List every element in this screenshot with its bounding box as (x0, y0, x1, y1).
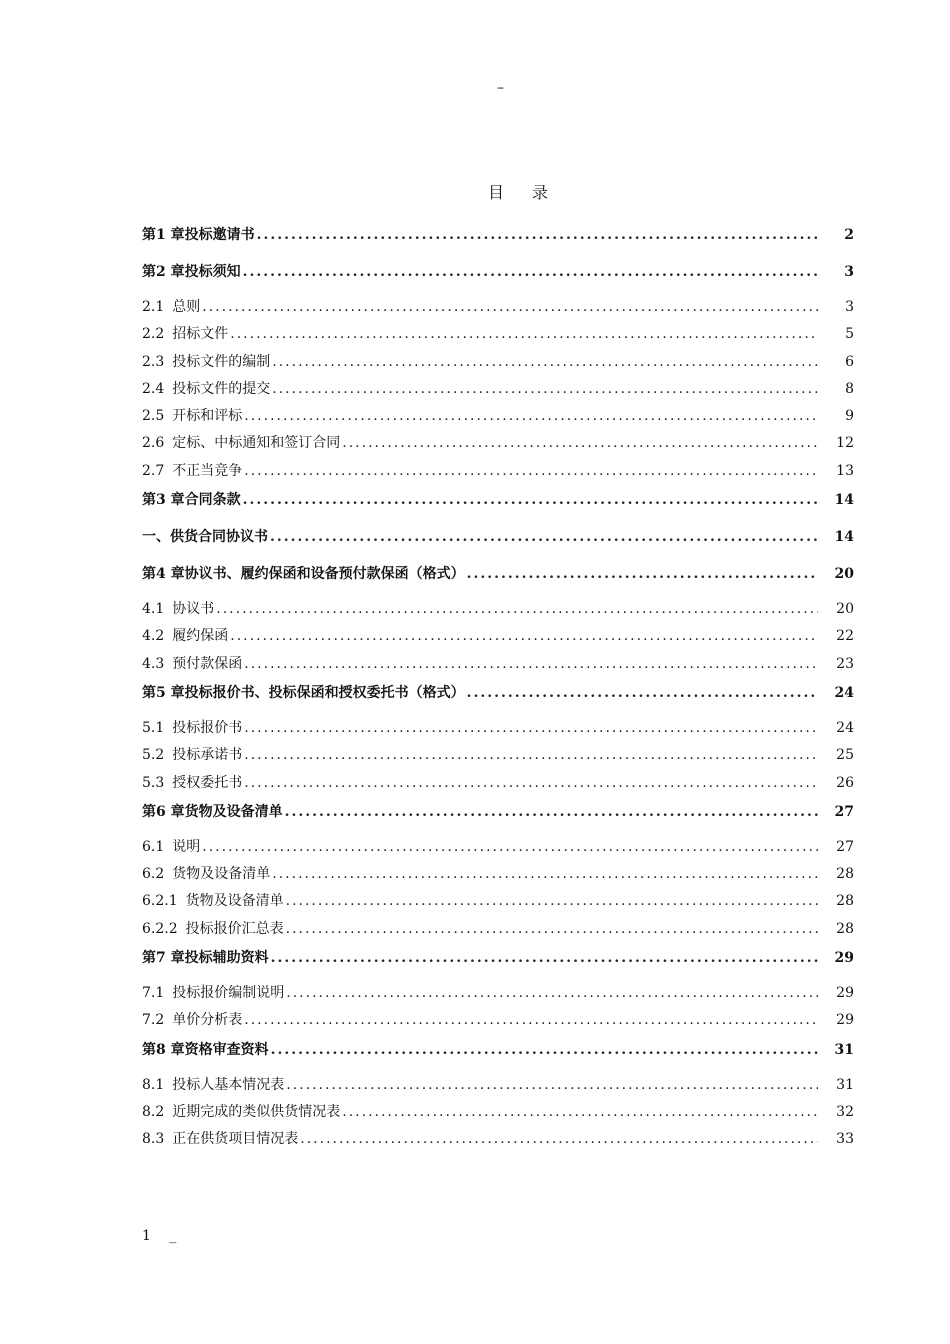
toc-section-entry[interactable] (142, 1072, 854, 1099)
toc-section-entry[interactable] (142, 888, 854, 915)
toc-entry-number: 7.2 (142, 1012, 165, 1029)
toc-entry-title: 正在供货项目情况表 (172, 1131, 299, 1148)
toc-section-entry[interactable] (142, 458, 854, 485)
toc-section-entry[interactable] (142, 430, 854, 457)
toc-section-entry[interactable] (142, 1099, 854, 1126)
toc-entry-number: 第6 章 (142, 803, 185, 820)
toc-section-entry[interactable] (142, 861, 854, 888)
toc-entry-number: 2.6 (142, 435, 165, 452)
toc-entry-title: 总则 (172, 299, 201, 315)
toc-entry-page: 23 (836, 655, 854, 672)
toc-entry-page: 25 (836, 747, 854, 764)
toc-entry-title: 投标须知 (184, 264, 241, 280)
toc-entry-title: 招标文件 (172, 326, 229, 343)
toc-dot-leader (271, 943, 818, 973)
toc-entry-number: 8.1 (142, 1076, 165, 1093)
toc-entry-page: 2 (844, 227, 854, 243)
toc-section-entry[interactable] (142, 294, 854, 321)
toc-dot-leader (467, 559, 818, 589)
toc-dot-leader (342, 1099, 818, 1126)
toc-section-entry[interactable] (142, 715, 854, 742)
footer-mark: _ (169, 1228, 177, 1244)
toc-dot-leader (467, 678, 818, 708)
toc-entry-page: 32 (836, 1103, 854, 1120)
toc-entry-title: 货物及设备清单 (185, 893, 284, 910)
toc-section-entry[interactable] (142, 651, 854, 678)
toc-dot-leader (216, 596, 818, 623)
toc-entry-number: 5.3 (142, 774, 165, 791)
toc-entry-title: 一、供货合同协议书 (142, 529, 268, 546)
toc-chapter-entry[interactable] (142, 678, 854, 715)
toc-entry-number: 4.2 (142, 628, 165, 645)
toc-section-entry[interactable] (142, 1126, 854, 1153)
header-mark: – (497, 80, 504, 96)
toc-section-entry[interactable] (142, 916, 854, 943)
toc-dot-leader (244, 770, 818, 797)
toc-entry-page: 8 (845, 380, 854, 397)
table-of-contents (142, 220, 854, 1154)
toc-entry-number: 5.1 (142, 719, 165, 736)
footer-page-number: 1 (142, 1228, 151, 1244)
toc-dot-leader (244, 1007, 818, 1034)
toc-dot-leader (244, 403, 818, 430)
toc-entry-title: 合同条款 (184, 492, 241, 509)
toc-entry-page: 24 (834, 684, 854, 701)
toc-entry-title: 单价分析表 (172, 1012, 243, 1029)
toc-entry-page: 26 (836, 774, 854, 791)
toc-chapter-entry[interactable] (142, 257, 854, 294)
toc-entry-page: 24 (836, 719, 854, 736)
toc-dot-leader (243, 485, 818, 515)
toc-chapter-entry[interactable] (142, 220, 854, 257)
toc-entry-title: 货物及设备清单 (172, 866, 271, 883)
toc-section-entry[interactable] (142, 770, 854, 797)
toc-entry-page: 3 (845, 299, 854, 315)
toc-entry-title: 不正当竞争 (172, 462, 243, 479)
toc-entry-page: 20 (836, 601, 854, 618)
toc-entry-title: 协议书、履约保函和设备预付款保函（格式） (184, 566, 465, 583)
toc-dot-leader (285, 797, 818, 827)
toc-entry-title: 定标、中标通知和签订合同 (172, 435, 341, 452)
toc-entry-title: 投标承诺书 (172, 747, 243, 764)
toc-entry-number: 8.3 (142, 1131, 165, 1148)
toc-entry-title: 投标文件的编制 (172, 353, 271, 370)
toc-chapter-entry[interactable] (142, 1035, 854, 1072)
toc-entry-title: 授权委托书 (172, 774, 243, 791)
toc-chapter-entry[interactable] (142, 485, 854, 522)
toc-section-entry[interactable] (142, 980, 854, 1007)
toc-chapter-entry[interactable] (142, 522, 854, 559)
toc-entry-number: 8.2 (142, 1103, 165, 1120)
toc-entry-title: 预付款保函 (172, 655, 243, 672)
toc-entry-number: 2.5 (142, 408, 165, 425)
toc-entry-number: 2.7 (142, 462, 165, 479)
toc-entry-page: 22 (836, 628, 854, 645)
toc-entry-title: 货物及设备清单 (184, 803, 283, 820)
toc-entry-number: 6.2 (142, 866, 165, 883)
toc-section-entry[interactable] (142, 321, 854, 348)
toc-entry-title: 投标邀请书 (184, 227, 255, 243)
toc-entry-number: 4.3 (142, 655, 165, 672)
toc-entry-page: 27 (834, 803, 854, 820)
toc-entry-page: 29 (836, 1012, 854, 1029)
toc-dot-leader (244, 458, 818, 485)
toc-dot-leader (342, 430, 818, 457)
toc-entry-page: 20 (834, 566, 854, 583)
toc-entry-title: 投标人基本情况表 (172, 1076, 285, 1093)
toc-dot-leader (272, 376, 818, 403)
toc-section-entry[interactable] (142, 1007, 854, 1034)
toc-section-entry[interactable] (142, 623, 854, 650)
toc-dot-leader (286, 916, 818, 943)
toc-entry-page: 31 (834, 1041, 854, 1058)
toc-section-entry[interactable] (142, 834, 854, 861)
toc-entry-number: 2.1 (142, 299, 165, 315)
toc-entry-page: 14 (834, 529, 854, 546)
toc-entry-number: 第5 章 (142, 684, 185, 701)
toc-entry-number: 4.1 (142, 601, 165, 618)
toc-entry-page: 13 (836, 462, 854, 479)
toc-entry-page: 27 (836, 838, 854, 855)
toc-entry-page: 9 (845, 408, 854, 425)
toc-entry-title: 开标和评标 (172, 408, 243, 425)
toc-entry-number: 5.2 (142, 747, 165, 764)
toc-dot-leader (244, 651, 818, 678)
toc-entry-number: 6.2.1 (142, 893, 178, 910)
toc-entry-number: 第7 章 (142, 950, 185, 967)
toc-entry-page: 29 (834, 950, 854, 967)
toc-dot-leader (202, 834, 818, 861)
toc-entry-page: 28 (836, 920, 854, 937)
toc-dot-leader (272, 349, 818, 376)
toc-entry-number: 第4 章 (142, 566, 185, 583)
toc-entry-title: 说明 (172, 838, 201, 855)
toc-entry-title: 投标辅助资料 (184, 950, 269, 967)
toc-section-entry[interactable] (142, 403, 854, 430)
toc-chapter-entry[interactable] (142, 797, 854, 834)
toc-dot-leader (230, 623, 818, 650)
toc-dot-leader (286, 1072, 818, 1099)
toc-entry-title: 近期完成的类似供货情况表 (172, 1103, 341, 1120)
toc-chapter-entry[interactable] (142, 559, 854, 596)
toc-dot-leader (270, 522, 818, 552)
toc-entry-title: 协议书 (172, 601, 215, 618)
toc-entry-number: 第3 章 (142, 492, 185, 509)
toc-dot-leader (286, 888, 818, 915)
toc-entry-number: 2.4 (142, 380, 165, 397)
toc-title: 目录 (487, 183, 576, 202)
toc-entry-number: 2.2 (142, 326, 165, 343)
toc-entry-page: 31 (836, 1076, 854, 1093)
toc-section-entry[interactable] (142, 742, 854, 769)
toc-entry-title: 履约保函 (172, 628, 229, 645)
toc-entry-title: 资格审查资料 (184, 1041, 269, 1058)
toc-dot-leader (286, 980, 818, 1007)
toc-entry-title: 投标报价书 (172, 719, 243, 736)
toc-entry-number: 6.1 (142, 838, 165, 855)
toc-entry-title: 投标报价编制说明 (172, 985, 285, 1002)
toc-section-entry[interactable] (142, 376, 854, 403)
toc-entry-page: 28 (836, 866, 854, 883)
toc-dot-leader (202, 294, 818, 321)
toc-entry-number: 2.3 (142, 353, 165, 370)
toc-entry-page: 14 (834, 492, 854, 509)
toc-section-entry[interactable] (142, 349, 854, 376)
toc-entry-number: 7.1 (142, 985, 165, 1002)
toc-entry-page: 3 (844, 264, 854, 280)
page-footer (142, 1228, 176, 1244)
toc-dot-leader (230, 321, 818, 348)
toc-entry-page: 29 (836, 985, 854, 1002)
toc-entry-number: 第2 章 (142, 264, 185, 280)
toc-chapter-entry[interactable] (142, 943, 854, 980)
toc-entry-page: 28 (836, 893, 854, 910)
toc-dot-leader (243, 257, 818, 287)
toc-dot-leader (272, 861, 818, 888)
toc-entry-number: 6.2.2 (142, 920, 178, 937)
toc-entry-number: 第1 章 (142, 227, 185, 243)
toc-entry-title: 投标报价汇总表 (185, 920, 284, 937)
toc-entry-number: 第8 章 (142, 1041, 185, 1058)
toc-entry-title: 投标文件的提交 (172, 380, 271, 397)
toc-dot-leader (244, 715, 818, 742)
toc-entry-title: 投标报价书、投标保函和授权委托书（格式） (184, 684, 465, 701)
toc-section-entry[interactable] (142, 596, 854, 623)
toc-dot-leader (271, 1035, 818, 1065)
toc-entry-page: 6 (845, 353, 854, 370)
toc-dot-leader (300, 1126, 818, 1153)
toc-entry-page: 33 (836, 1131, 854, 1148)
toc-dot-leader (244, 742, 818, 769)
toc-entry-page: 12 (836, 435, 854, 452)
toc-entry-page: 5 (845, 326, 854, 343)
toc-dot-leader (257, 220, 818, 250)
